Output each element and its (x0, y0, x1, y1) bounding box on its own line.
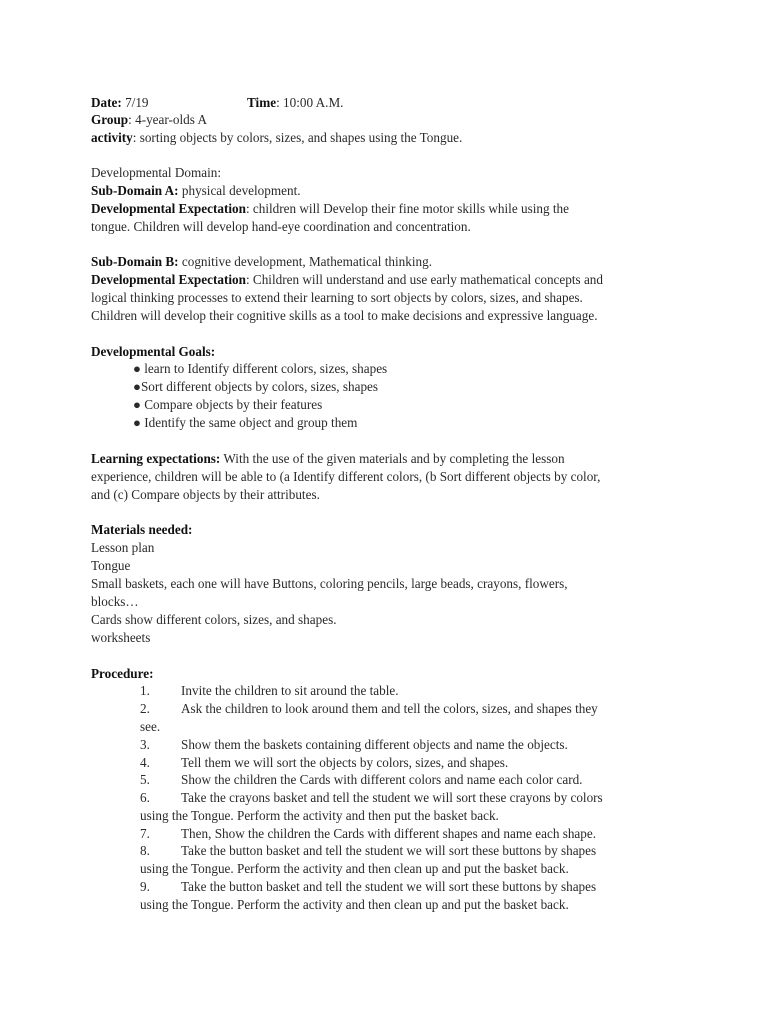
step-text-continued: using the Tongue. Perform the activity and then clean up and put the basket back. (140, 861, 569, 876)
expectation-a-label: Developmental Expectation (91, 201, 246, 216)
group-line (91, 111, 207, 129)
activity-line (91, 129, 462, 147)
date-label: Date: (91, 95, 122, 110)
expectation-b-line3: Children will develop their cognitive skills as a tool to make decisions and expressive language. (91, 308, 598, 323)
step-number: 2. (140, 701, 150, 716)
expectation-a-text1: : children will Develop their fine motor skills while using the (245, 201, 569, 216)
expectation-b-line2: logical thinking processes to extend their learning to sort objects by colors, sizes, and shapes. (91, 290, 583, 305)
date-value: 7/19 (125, 95, 149, 110)
procedure-title: Procedure: (91, 666, 154, 681)
sub-domain-b-line (91, 253, 432, 271)
materials-item: Small baskets, each one will have Buttons, coloring pencils, large beads, crayons, flowers, (91, 576, 568, 591)
date-line (91, 94, 149, 112)
goal-item: ● learn to Identify different colors, sizes, shapes (133, 361, 388, 376)
activity-label: activity (91, 130, 133, 145)
goal-item: ●Sort different objects by colors, sizes, shapes (133, 379, 379, 394)
step-number: 5. (140, 772, 150, 787)
sub-domain-a-line (91, 182, 301, 200)
step-number: 4. (140, 755, 150, 770)
learning-line2: experience, children will be able to (a Identify different colors, (b Sort different objects by color, (91, 469, 601, 484)
materials-item: Tongue (91, 558, 131, 573)
step-number: 9. (140, 879, 150, 894)
materials-title: Materials needed: (91, 522, 193, 537)
step-number: 6. (140, 790, 150, 805)
learning-label: Learning expectations: (91, 451, 221, 466)
materials-item: Lesson plan (91, 540, 155, 555)
sub-domain-a-label: Sub-Domain A: (91, 183, 179, 198)
step-text: Take the button basket and tell the student we will sort these buttons by shapes (181, 843, 597, 858)
group-value: : 4-year-olds A (128, 112, 207, 127)
step-text: Show them the baskets containing different objects and name the objects. (181, 737, 568, 752)
step-text: Invite the children to sit around the table. (181, 683, 399, 698)
sub-domain-b-label: Sub-Domain B: (91, 254, 179, 269)
step-number: 7. (140, 826, 150, 841)
step-text: Take the button basket and tell the student we will sort these buttons by shapes (181, 879, 597, 894)
expectation-a-line1 (91, 200, 569, 218)
learning-line3: and (c) Compare objects by their attributes. (91, 487, 320, 502)
goals-title: Developmental Goals: (91, 344, 216, 359)
step-text-continued: using the Tongue. Perform the activity and then put the basket back. (140, 808, 499, 823)
time-value: : 10:00 A.M. (276, 95, 344, 110)
step-text: Tell them we will sort the objects by colors, sizes, and shapes. (181, 755, 509, 770)
sub-domain-b-value: cognitive development, Mathematical thinking. (178, 254, 433, 269)
step-number: 1. (140, 683, 150, 698)
step-text-continued: see. (140, 719, 161, 734)
materials-item: worksheets (91, 630, 151, 645)
expectation-a-line2: tongue. Children will develop hand-eye coordination and concentration. (91, 219, 471, 234)
step-number: 8. (140, 843, 150, 858)
expectation-b-label: Developmental Expectation (91, 272, 246, 287)
goal-item: ● Identify the same object and group them (133, 415, 358, 430)
step-text: Show the children the Cards with different colors and name each color card. (181, 772, 583, 787)
goal-item: ● Compare objects by their features (133, 397, 323, 412)
learning-text1: With the use of the given materials and by completing the lesson (220, 451, 565, 466)
step-text: Take the crayons basket and tell the student we will sort these crayons by colors (181, 790, 603, 805)
step-text-continued: using the Tongue. Perform the activity and then clean up and put the basket back. (140, 897, 569, 912)
time-label: Time (247, 95, 277, 110)
materials-item: Cards show different colors, sizes, and shapes. (91, 612, 337, 627)
activity-value: : sorting objects by colors, sizes, and shapes using the Tongue. (132, 130, 463, 145)
expectation-b-line1 (91, 271, 603, 289)
sub-domain-a-value: physical development. (178, 183, 301, 198)
learning-line1 (91, 450, 565, 468)
step-text: Then, Show the children the Cards with different shapes and name each shape. (181, 826, 597, 841)
group-label: Group (91, 112, 129, 127)
time-line (247, 94, 343, 112)
materials-item: blocks… (91, 594, 139, 609)
expectation-b-text1: : Children will understand and use early mathematical concepts and (245, 272, 603, 287)
step-text: Ask the children to look around them and tell the colors, sizes, and shapes they (181, 701, 598, 716)
domain-title: Developmental Domain: (91, 165, 222, 180)
step-number: 3. (140, 737, 150, 752)
